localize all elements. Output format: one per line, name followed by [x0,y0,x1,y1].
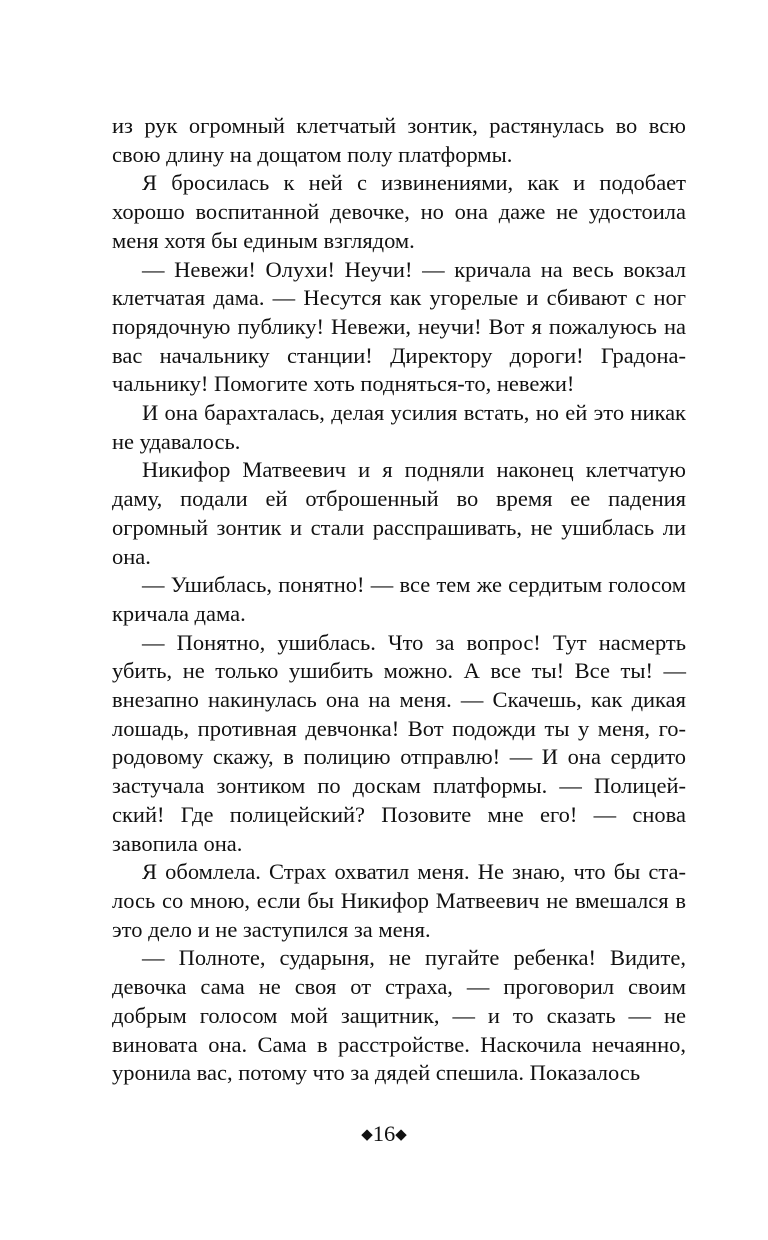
paragraph-4: И она барахталась, делая усилия встать, но ей это никак не удавалось. [112,400,686,454]
paragraph-5: Никифор Матвеевич и я подняли наконец клетчатую даму, подали ей отброшенный во время ее падения огромный зонтик и стали расспрашивать, не ушиблась ли она. [112,457,686,569]
book-page-text [112,112,686,1088]
paragraph-6: — Ушиблась, понятно! — все тем же сердитым голосом кричала дама. [112,572,686,626]
paragraph-1: из рук огромный клетчатый зонтик, растянулась во всю свою длину на дощатом полу платформы. [112,113,686,167]
paragraph-7: — Понятно, ушиблась. Что за вопрос! Тут насмерть убить, не только ушибить можно. А все ты! Все ты! — внезапно накинулась она на меня. — Скачешь, как дикая лошадь, противная девчонка! Вот подожди ты у меня, городовому скажу, в полицию отправлю! — И она сердито застучала зонтиком по доскам платформы. — Полицейский! Где полицейский? Позовите мне его! — снова завопила она. [112,629,686,856]
page-number-footer [0,1120,768,1149]
paragraph-8: Я обомлела. Страх охватил меня. Не знаю, что бы сталось со мною, если бы Никифор Матвеевич не вмешался в это дело и не заступился за меня. [112,859,686,942]
ornament-left-icon: ◆ [361,1127,373,1143]
page-number: 16 [372,1121,396,1146]
ornament-right-icon: ◆ [395,1127,407,1143]
paragraph-9: — Полноте, сударыня, не пугайте ребенка! Видите, девочка сама не своя от страха, — проговорил своим добрым голосом мой защитник, — и то сказать — не виновата она. Сама в расстройстве. Наскочила нечаянно, уронила вас, потому что за дядей спешила. Показалось [112,945,686,1086]
paragraph-2: Я бросилась к ней с извинениями, как и подобает хорошо воспитанной девочке, но она даже не удостоила меня хотя бы единым взглядом. [112,170,686,253]
paragraph-3: — Невежи! Олухи! Неучи! — кричала на весь вокзал клетчатая дама. — Несутся как угорелые и сбивают с ног порядочную публику! Невежи, неучи! Вот я пожалуюсь на вас начальнику станции! Директору дороги! Градоначальнику! Помогите хоть подняться-то, невежи! [112,256,686,397]
